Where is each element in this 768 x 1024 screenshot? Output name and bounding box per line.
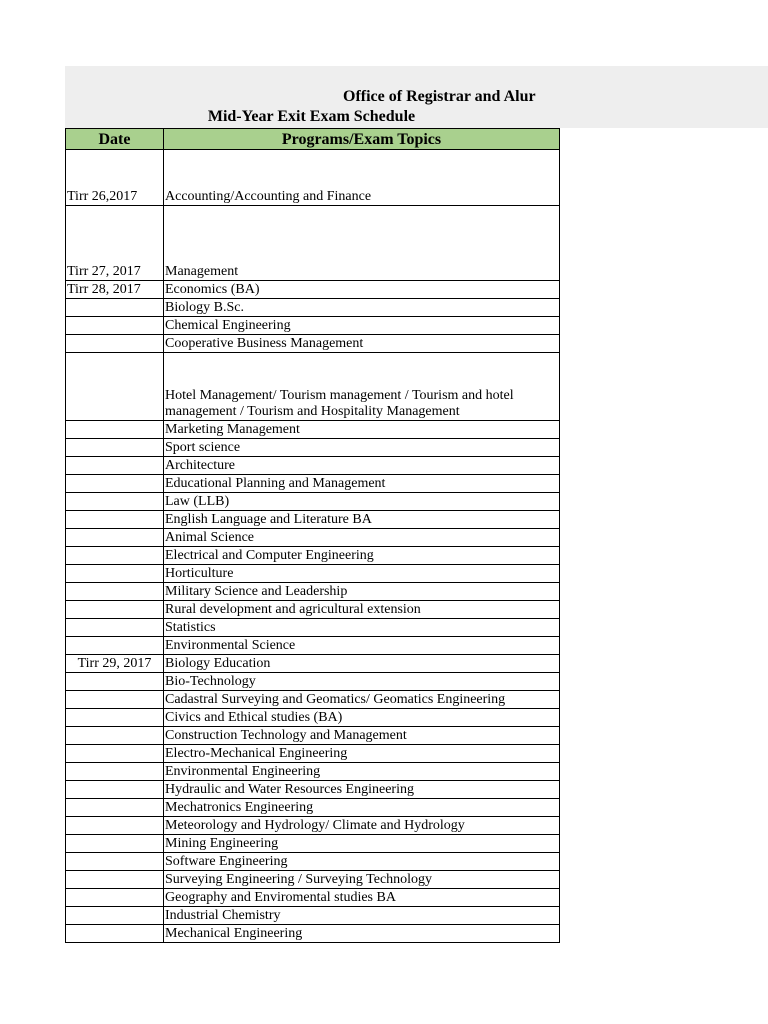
program-cell: Construction Technology and Management: [164, 727, 560, 745]
table-row: [66, 925, 560, 943]
program-cell: Animal Science: [164, 529, 560, 547]
program-cell: Architecture: [164, 457, 560, 475]
program-cell: Industrial Chemistry: [164, 907, 560, 925]
program-cell: Hydraulic and Water Resources Engineering: [164, 781, 560, 799]
program-cell: Hotel Management/ Tourism management / Tourism and hotel management / Tourism and Hospitality Management: [164, 353, 560, 421]
table-row: [66, 709, 560, 727]
schedule-title: Mid-Year Exit Exam Schedule: [207, 108, 416, 125]
program-cell: Marketing Management: [164, 421, 560, 439]
exam-schedule-table: [65, 128, 560, 943]
table-row: [66, 547, 560, 565]
table-row: [66, 353, 560, 421]
table-row: [66, 281, 560, 299]
program-cell: Statistics: [164, 619, 560, 637]
program-cell: Accounting/Accounting and Finance: [164, 150, 560, 206]
program-cell: Law (LLB): [164, 493, 560, 511]
date-cell: Tirr 29, 2017: [66, 655, 164, 673]
program-cell: Bio-Technology: [164, 673, 560, 691]
table-row: [66, 317, 560, 335]
table-row: [66, 781, 560, 799]
program-cell: Sport science: [164, 439, 560, 457]
date-column-header: Date: [66, 129, 164, 150]
table-row: [66, 421, 560, 439]
program-cell: Software Engineering: [164, 853, 560, 871]
program-cell: Electrical and Computer Engineering: [164, 547, 560, 565]
table-row: [66, 511, 560, 529]
program-cell: Military Science and Leadership: [164, 583, 560, 601]
office-title: Office of Registrar and Alur: [343, 88, 536, 105]
table-row: [66, 335, 560, 353]
programs-column-header: Programs/Exam Topics: [164, 129, 560, 150]
table-row: [66, 475, 560, 493]
program-cell: Mechatronics Engineering: [164, 799, 560, 817]
program-cell: Civics and Ethical studies (BA): [164, 709, 560, 727]
program-cell: Biology B.Sc.: [164, 299, 560, 317]
table-row: [66, 493, 560, 511]
table-row: [66, 673, 560, 691]
table-row: [66, 763, 560, 781]
table-row: [66, 529, 560, 547]
table-row: [66, 745, 560, 763]
date-cell: Tirr 26,2017: [66, 150, 164, 206]
program-cell: English Language and Literature BA: [164, 511, 560, 529]
table-row: [66, 637, 560, 655]
table-row: [66, 727, 560, 745]
program-cell: Cooperative Business Management: [164, 335, 560, 353]
program-cell: Geography and Enviromental studies BA: [164, 889, 560, 907]
program-cell: Environmental Engineering: [164, 763, 560, 781]
table-row: [66, 835, 560, 853]
table-row: [66, 871, 560, 889]
table-row: [66, 601, 560, 619]
program-cell: Biology Education: [164, 655, 560, 673]
date-cell: Tirr 27, 2017: [66, 206, 164, 281]
program-cell: Mining Engineering: [164, 835, 560, 853]
office-title-wrap: [65, 87, 559, 107]
program-cell: Educational Planning and Management: [164, 475, 560, 493]
table-row: [66, 583, 560, 601]
table-row: [66, 565, 560, 583]
program-cell: Management: [164, 206, 560, 281]
table-row: [66, 439, 560, 457]
program-cell: Cadastral Surveying and Geomatics/ Geomatics Engineering: [164, 691, 560, 709]
program-cell: Mechanical Engineering: [164, 925, 560, 943]
table-row: [66, 799, 560, 817]
program-cell: Horticulture: [164, 565, 560, 583]
table-row: [66, 889, 560, 907]
table-row: [66, 817, 560, 835]
table-row: [66, 655, 560, 673]
table-row: [66, 206, 560, 281]
table-row: [66, 853, 560, 871]
table-row: [66, 907, 560, 925]
program-cell: Rural development and agricultural extension: [164, 601, 560, 619]
program-cell: Meteorology and Hydrology/ Climate and Hydrology: [164, 817, 560, 835]
table-row: [66, 457, 560, 475]
program-cell: Environmental Science: [164, 637, 560, 655]
program-cell: Chemical Engineering: [164, 317, 560, 335]
table-row: [66, 150, 560, 206]
program-cell: Electro-Mechanical Engineering: [164, 745, 560, 763]
table-row: [66, 299, 560, 317]
program-cell: Surveying Engineering / Surveying Technology: [164, 871, 560, 889]
program-cell: Economics (BA): [164, 281, 560, 299]
date-cell: Tirr 28, 2017: [66, 281, 164, 299]
table-row: [66, 691, 560, 709]
table-row: [66, 619, 560, 637]
